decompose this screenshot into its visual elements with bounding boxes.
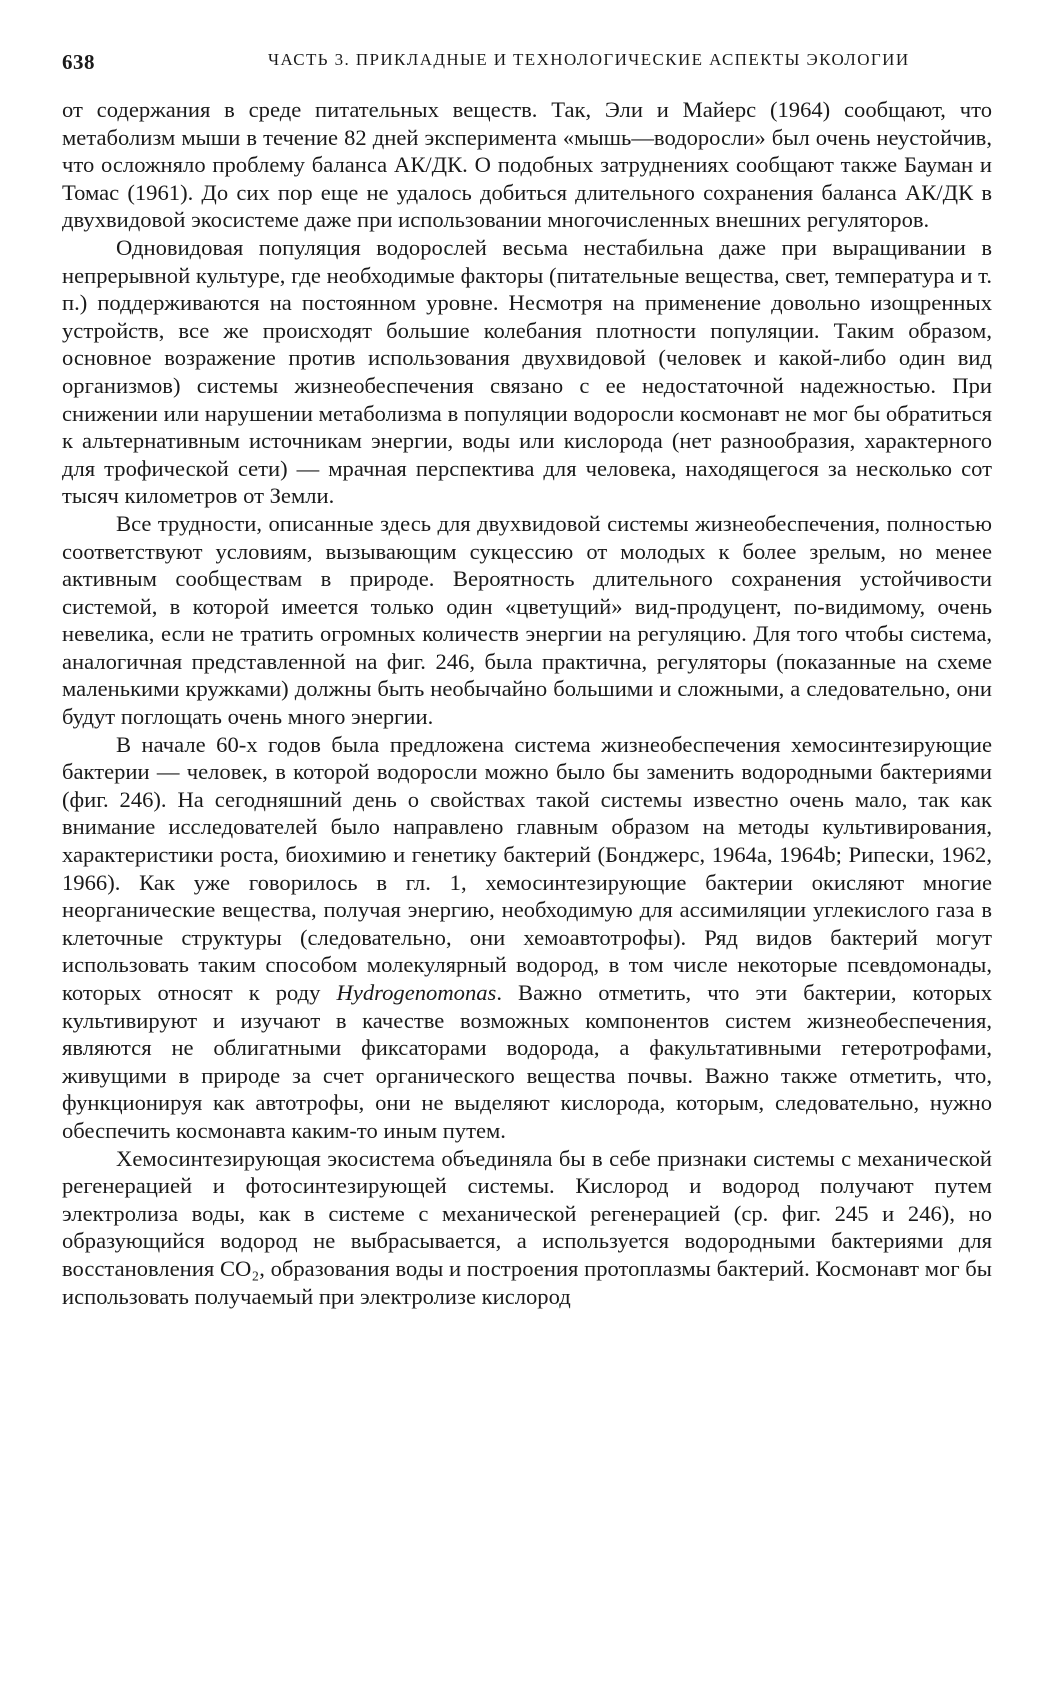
- running-title: ЧАСТЬ 3. ПРИКЛАДНЫЕ И ТЕХНОЛОГИЧЕСКИЕ АСПЕКТЫ ЭКОЛОГИИ: [268, 50, 910, 69]
- paragraph-chemosynthetic-bacteria: [62, 731, 992, 1145]
- paragraph-text-part: . Важно отметить, что эти бактерии, которых культивируют и изучают в качестве возможных компонентов систем жизнеобеспечения, являются не облигатными фиксаторами водорода, а факультативными гетеротрофами, живущими в природе за счет органического вещества почвы. Важно также отметить, что, функционируя как автотрофы, они не выделяют кислорода, которым, следовательно, нужно обеспечить космонавта каким-то иным путем.: [62, 980, 993, 1143]
- paragraph-text-part: В начале 60-х годов была предложена система жизнеобеспечения хемосинтезирующие бактерии — человек, в которой водоросли можно было бы заменить водородными бактериями (фиг. 246). На сегодняшний день о свойствах такой системы известно очень мало, так как внимание исследователей было направлено главным образом на методы культивирования, характеристики роста, биохимию и генетику бактерий (Бонджерс, 1964a, 1964b; Рипески, 1962, 1966). Как уже говорилось в гл. 1, хемосинтезирующие бактерии окисляют многие неорганические вещества, получая энергию, необходимую для ассимиляции углекислого газа в клеточные структуры (следовательно, они хемоавтотрофы). Ряд видов бактерий могут использовать таким способом молекулярный водород, в том числе некоторые псевдомонады, которых относят к роду: [62, 731, 992, 1005]
- paragraph-chemosynthetic-ecosystem: Хемосинтезирующая экосистема объединяла бы в себе признаки системы с механической регенерацией и фотосинтезирующей системы. Кислород и водород получают путем электролиза воды, как в системе с механической регенерацией (ср. фиг. 245 и 246), но образующийся водород не выбрасывается, а используется водородными бактериями для восстановления CO₂, образования воды и построения протоплазмы бактерий. Космонавт мог бы использовать получаемый при электролизе кислород: [62, 1145, 992, 1309]
- paragraph-continuation: от содержания в среде питательных веществ. Так, Эли и Майерс (1964) сообщают, что метаболизм мыши в течение 82 дней эксперимента «мышь—водоросли» был очень неустойчив, что осложняло проблему баланса АК/ДК. О подобных затруднениях сообщают также Бауман и Томас (1961). До сих пор еще не удалось добиться длительного сохранения баланса АК/ДК в двухвидовой экосистеме даже при использовании многочисленных внешних регуляторов.: [62, 97, 992, 233]
- running-head: [62, 44, 992, 74]
- paragraph-difficulties: Все трудности, описанные здесь для двухвидовой системы жизнеобеспечения, полностью соответствуют условиям, вызывающим сукцессию от молодых к более зрелым, но менее активным сообществам в природе. Вероятность длительного сохранения устойчивости системой, в которой имеется только один «цветущий» вид-продуцент, по-видимому, очень невелика, если не тратить огромных количеств энергии на регуляцию. Для того чтобы система, аналогичная представленной на фиг. 246, была практична, регуляторы (показанные на схеме маленькими кружками) должны быть необычайно большими и сложными, а следовательно, они будут поглощать очень много энергии.: [62, 510, 992, 730]
- body-text: [62, 96, 992, 1310]
- paragraph-algae-population: Одновидовая популяция водорослей весьма нестабильна даже при выращивании в непрерывной культуре, где необходимые факторы (питательные вещества, свет, температура и т. п.) поддерживаются на постоянном уровне. Несмотря на применение довольно изощренных устройств, все же происходят большие колебания плотности популяции. Таким образом, основное возражение против использования двухвидовой (человек и какой-либо один вид организмов) системы жизнеобеспечения связано с ее недостаточной надежностью. При снижении или нарушении метаболизма в популяции водоросли космонавт не мог бы обратиться к альтернативным источникам энергии, воды или кислорода (нет разнообразия, характерного для трофической сети) — мрачная перспектива для человека, находящегося за несколько сот тысяч километров от Земли.: [62, 234, 992, 509]
- genus-name: Hydrogenomonas: [336, 980, 497, 1005]
- page-number: 638: [62, 50, 95, 74]
